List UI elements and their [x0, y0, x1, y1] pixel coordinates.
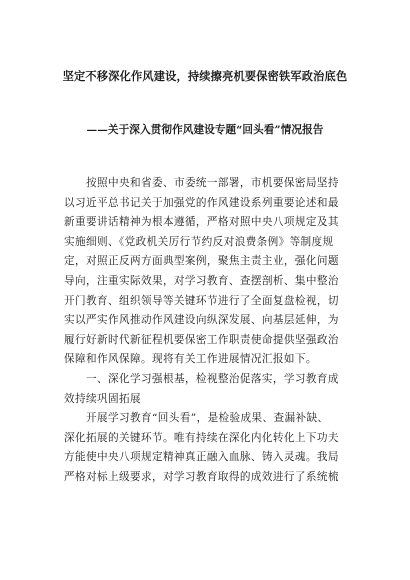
body-line: 方能使中央八项规定精神真正融入血脉、铸入灵魂。我局 — [64, 451, 339, 464]
body-line: 实以严实作风推动作风建设向纵深发展、向基层延伸，为 — [64, 314, 339, 327]
body-line: 开展学习教育“回头看”，是检验成果、查漏补缺、 — [86, 412, 329, 425]
body-line: 深化拓展的关键环节。唯有持续在深化内化转化上下功夫 — [64, 431, 339, 444]
body-line: 按照中央和省委、市委统一部署，市机要保密局坚持 — [86, 177, 339, 189]
body-line: 定，对照正反两方面典型案例，聚焦主责主业，强化问题 — [64, 255, 339, 268]
body-line: 以习近平总书记关于加强党的作风建设系列重要论述和最 — [64, 196, 339, 209]
body-line: 严格对标上级要求，对学习教育取得的成效进行了系统梳 — [64, 470, 339, 483]
body-line: 一、深化学习强根基，检视整治促落实，学习教育成 — [86, 372, 339, 385]
body-line: 导向，注重实际效果，对学习教育、查摆剖析、集中整治 — [64, 274, 339, 287]
body-line: 效持续巩固拓展 — [64, 392, 141, 405]
document-subtitle: ——关于深入贯彻作风建设专题“回头看”情况报告 — [86, 124, 324, 136]
document-title: 坚定不移深化作风建设，持续擦亮机要保密铁军政治底色 — [62, 69, 348, 83]
body-line: 履行好新时代新征程机要保密工作职责使命提供坚强政治 — [64, 333, 339, 346]
body-line: 实施细则、《党政机关厉行节约反对浪费条例》等制度规 — [64, 235, 334, 248]
body-line: 开门教育、组织领导等关键环节进行了全面复盘检视，切 — [64, 294, 339, 307]
body-line: 新重要讲话精神为根本遵循，严格对照中央八项规定及其 — [64, 216, 339, 229]
body-line: 保障和作风保障。现将有关工作进展情况汇报如下。 — [64, 353, 317, 366]
document-body — [64, 174, 350, 488]
